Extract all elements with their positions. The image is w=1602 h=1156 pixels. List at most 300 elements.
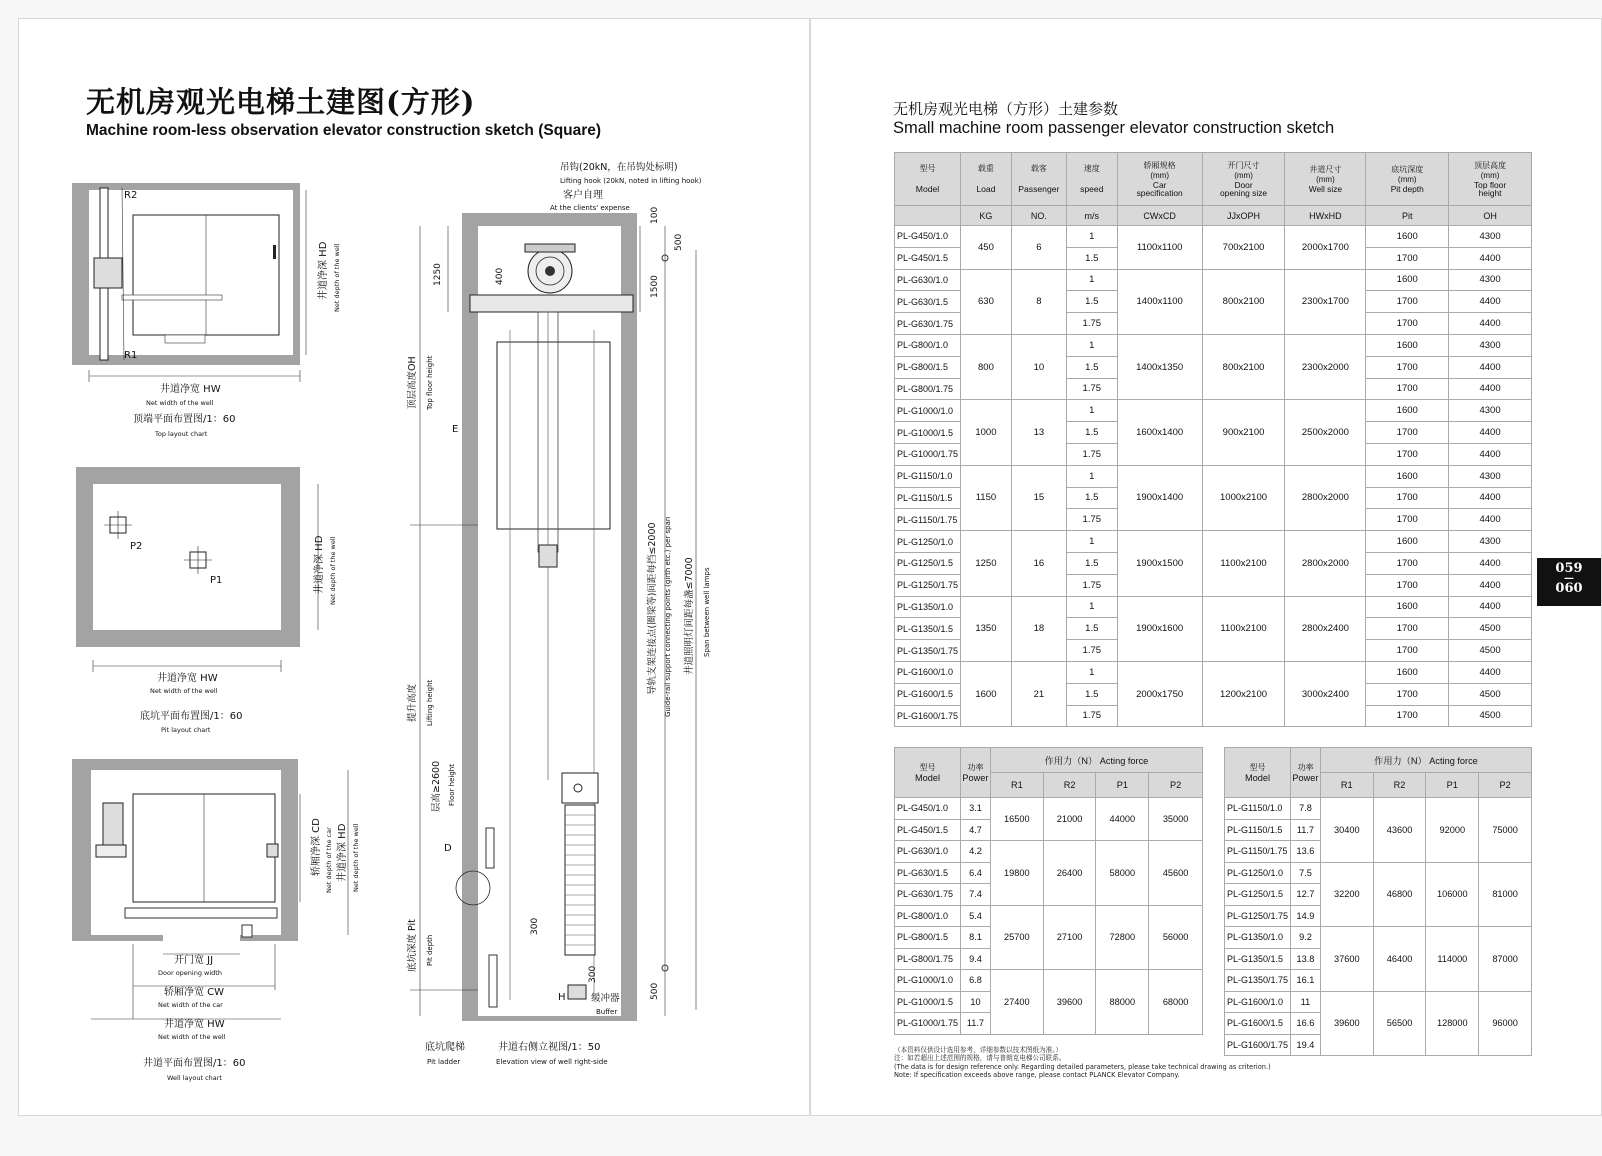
spec-pit: 1700 <box>1366 422 1449 444</box>
well-caption-en: Well layout chart <box>167 1074 222 1082</box>
spec-oh: 4400 <box>1449 247 1532 269</box>
force-model: PL-G1000/1.75 <box>895 1013 961 1035</box>
force-power: 11.7 <box>960 1013 990 1035</box>
spec-oh: 4400 <box>1449 661 1532 683</box>
buffer-en: Buffer <box>596 1008 618 1016</box>
spec-header-en: Pit depth <box>1390 184 1424 194</box>
force-power: 11 <box>1290 991 1320 1013</box>
page-number-sep: — <box>1564 573 1574 584</box>
spec-unit-cell: NO. <box>1011 206 1066 226</box>
spec-door: 1100x2100 <box>1202 596 1285 661</box>
spec-car: 2000x1750 <box>1117 661 1202 726</box>
force-row <box>1225 991 1532 1013</box>
dim-500-top: 500 <box>674 233 684 251</box>
force-model: PL-G1000/1.5 <box>895 991 961 1013</box>
spec-oh: 4500 <box>1449 705 1532 727</box>
spec-model: PL-G1600/1.0 <box>895 661 961 683</box>
pit-layout-plan <box>76 467 337 734</box>
force-model: PL-G630/1.75 <box>895 884 961 906</box>
spec-oh: 4300 <box>1449 465 1532 487</box>
spec-model: PL-G800/1.5 <box>895 356 961 378</box>
spec-header-en2: height <box>1478 188 1502 198</box>
well-hw-en: Net width of the well <box>158 1033 226 1041</box>
spec-oh: 4300 <box>1449 269 1532 291</box>
note-en-1: (The data is for design reference only. Regarding detailed parameters, please take technical drawing as criterion.) <box>894 1062 1271 1071</box>
spec-header-en2: opening size <box>1220 188 1268 198</box>
spec-header-cn: 载重 <box>977 164 994 173</box>
spec-oh: 4300 <box>1449 531 1532 553</box>
force-row <box>1225 927 1532 949</box>
spec-model: PL-G1000/1.5 <box>895 422 961 444</box>
spec-pit: 1700 <box>1366 443 1449 465</box>
spec-speed: 1.75 <box>1066 378 1117 400</box>
force-power: 4.7 <box>960 819 990 841</box>
spec-speed: 1.75 <box>1066 509 1117 531</box>
force-power: 3.1 <box>960 798 990 820</box>
lifting-cn: 提升高度 <box>407 683 418 722</box>
spec-model: PL-G800/1.75 <box>895 378 961 400</box>
spec-model: PL-G630/1.0 <box>895 269 961 291</box>
spec-header-cell <box>895 153 961 206</box>
force-p1: 44000 <box>1096 798 1149 841</box>
top-hw-cn: 井道净宽 HW <box>160 384 221 395</box>
force-power: 9.2 <box>1290 927 1320 949</box>
force-p1: 58000 <box>1096 841 1149 906</box>
right-title-en: Small machine room passenger elevator construction sketch <box>893 119 1335 137</box>
spec-pit: 1600 <box>1366 465 1449 487</box>
force-p1: 92000 <box>1426 798 1479 863</box>
lamp-en: Span between well lamps <box>703 567 711 657</box>
spec-model: PL-G630/1.75 <box>895 313 961 335</box>
force-header-p1: P1 <box>1096 773 1149 798</box>
force-model: PL-G630/1.5 <box>895 862 961 884</box>
force-header-p1: P1 <box>1426 773 1479 798</box>
spec-unit-cell: KG <box>960 206 1011 226</box>
spec-model: PL-G450/1.0 <box>895 226 961 248</box>
well-caption-cn: 井道平面布置图/1：60 <box>143 1058 246 1069</box>
spec-model: PL-G1150/1.75 <box>895 509 961 531</box>
force-model: PL-G1350/1.75 <box>1225 970 1291 992</box>
spec-speed: 1.75 <box>1066 313 1117 335</box>
spec-oh: 4400 <box>1449 422 1532 444</box>
force-model: PL-G800/1.75 <box>895 948 961 970</box>
well-cd-en: Net depth of the car <box>325 827 333 893</box>
spec-oh: 4400 <box>1449 487 1532 509</box>
force-power: 5.4 <box>960 905 990 927</box>
spec-passenger: 10 <box>1011 334 1066 399</box>
spec-door: 1000x2100 <box>1202 465 1285 530</box>
spec-unit-cell <box>895 206 961 226</box>
spec-header-cell <box>1117 153 1202 206</box>
dim-300a: 300 <box>530 917 540 935</box>
dim-400: 400 <box>495 267 505 285</box>
spec-row <box>895 531 1532 553</box>
spec-model: PL-G630/1.5 <box>895 291 961 313</box>
force-r2: 39600 <box>1043 970 1096 1035</box>
force-p2: 96000 <box>1479 991 1532 1056</box>
spec-header-cell <box>1366 153 1449 206</box>
force-p2: 81000 <box>1479 862 1532 927</box>
force-r2: 56500 <box>1373 991 1426 1056</box>
force-power-cn: 功率 <box>1297 763 1314 772</box>
spec-pit: 1700 <box>1366 509 1449 531</box>
force-r1: 16500 <box>990 798 1043 841</box>
spec-unit-cell: JJxOPH <box>1202 206 1285 226</box>
spec-model: PL-G1600/1.5 <box>895 683 961 705</box>
spec-door: 700x2100 <box>1202 226 1285 270</box>
spec-header-cn: 开门尺寸 <box>1227 161 1260 170</box>
force-p2: 35000 <box>1149 798 1203 841</box>
spec-row <box>895 465 1532 487</box>
spec-model: PL-G1250/1.0 <box>895 531 961 553</box>
spec-header-cn: 井道尺寸 <box>1309 165 1342 174</box>
force-power: 16.1 <box>1290 970 1320 992</box>
top-hw-en: Net width of the well <box>146 399 214 407</box>
force-header-r1: R1 <box>1320 773 1373 798</box>
spec-oh: 4400 <box>1449 509 1532 531</box>
force-model: PL-G1350/1.5 <box>1225 948 1291 970</box>
note-en-2: Note: If specification exceeds above range, please contact PLANCK Elevator Company. <box>894 1071 1180 1080</box>
spec-table <box>894 152 1532 727</box>
right-title-cn: 无机房观光电梯（方形）土建参数 <box>893 100 1119 118</box>
spec-pit: 1600 <box>1366 269 1449 291</box>
force-header-row <box>895 748 1203 773</box>
force-header-power <box>960 748 990 798</box>
spec-pit: 1700 <box>1366 487 1449 509</box>
spec-header-cn: 速度 <box>1083 164 1100 173</box>
left-title-en: Machine room-less observation elevator construction sketch (Square) <box>86 122 602 139</box>
spec-model: PL-G1350/1.75 <box>895 640 961 662</box>
well-cw-en: Net width of the car <box>158 1001 223 1009</box>
top-caption-cn: 顶端平面布置图/1：60 <box>133 414 236 425</box>
well-cd-cn: 轿厢净深 CD <box>311 818 322 876</box>
spec-model: PL-G1150/1.0 <box>895 465 961 487</box>
spec-car: 1900x1500 <box>1117 531 1202 596</box>
spec-speed: 1.5 <box>1066 683 1117 705</box>
spec-speed: 1.5 <box>1066 291 1117 313</box>
force-power-cn: 功率 <box>967 763 984 772</box>
spec-oh: 4400 <box>1449 378 1532 400</box>
spec-load: 1600 <box>960 661 1011 726</box>
spec-well: 2300x2000 <box>1285 334 1366 399</box>
force-table-a <box>894 747 1203 1035</box>
force-power: 13.8 <box>1290 948 1320 970</box>
force-p1: 106000 <box>1426 862 1479 927</box>
well-hd-en: Net depth of the well <box>352 823 360 892</box>
force-p2: 45600 <box>1149 841 1203 906</box>
force-power: 16.6 <box>1290 1013 1320 1035</box>
force-r2: 26400 <box>1043 841 1096 906</box>
spec-unit-cell: m/s <box>1066 206 1117 226</box>
spec-row <box>895 269 1532 291</box>
spec-passenger: 21 <box>1011 661 1066 726</box>
force-header-r1: R1 <box>990 773 1043 798</box>
spec-well: 2800x2000 <box>1285 465 1366 530</box>
spec-pit: 1600 <box>1366 531 1449 553</box>
spec-pit: 1600 <box>1366 661 1449 683</box>
spec-speed: 1.5 <box>1066 552 1117 574</box>
spec-passenger: 15 <box>1011 465 1066 530</box>
spec-header-cell <box>1285 153 1366 206</box>
spec-pit: 1700 <box>1366 291 1449 313</box>
force-header-r2: R2 <box>1373 773 1426 798</box>
spec-header-cell <box>960 153 1011 206</box>
force-power: 6.8 <box>960 970 990 992</box>
spec-row <box>895 334 1532 356</box>
page-number-tab <box>1537 558 1601 606</box>
spec-pit: 1700 <box>1366 574 1449 596</box>
force-power: 6.4 <box>960 862 990 884</box>
force-model: PL-G1150/1.0 <box>1225 798 1291 820</box>
force-power: 7.8 <box>1290 798 1320 820</box>
spec-pit: 1700 <box>1366 552 1449 574</box>
force-power: 7.4 <box>960 884 990 906</box>
spec-header-mm: (mm) <box>1150 171 1169 180</box>
label-d: D <box>444 843 452 854</box>
force-row <box>895 841 1203 863</box>
ladder-en: Pit ladder <box>427 1058 461 1066</box>
client-en: At the clients' expense <box>550 204 630 212</box>
label-h: H <box>558 992 566 1003</box>
spec-passenger: 6 <box>1011 226 1066 270</box>
spec-model: PL-G1250/1.75 <box>895 574 961 596</box>
force-row <box>1225 798 1532 820</box>
spec-speed: 1.5 <box>1066 487 1117 509</box>
spec-door: 1200x2100 <box>1202 661 1285 726</box>
spec-well: 3000x2400 <box>1285 661 1366 726</box>
spec-passenger: 18 <box>1011 596 1066 661</box>
spec-door: 1100x2100 <box>1202 531 1285 596</box>
pit-hw-cn: 井道净宽 HW <box>157 673 218 684</box>
spec-header-mm: (mm) <box>1234 171 1253 180</box>
top-height-en: Top floor height <box>426 355 434 410</box>
spec-speed: 1.5 <box>1066 247 1117 269</box>
top-hd-cn: 井道净深 HD <box>318 241 329 300</box>
spec-load: 1350 <box>960 596 1011 661</box>
well-hw-cn: 井道净宽 HW <box>164 1019 225 1030</box>
force-power: 7.5 <box>1290 862 1320 884</box>
force-header-model <box>1225 748 1291 798</box>
top-layout-r1: R1 <box>124 350 138 361</box>
force-header-title: 作用力（N） Acting force <box>1320 748 1531 773</box>
spec-header-cn: 载客 <box>1030 164 1047 173</box>
top-hd-en: Net depth of the well <box>333 243 341 312</box>
force-model-en: Model <box>1244 773 1270 783</box>
spec-unit-cell: CWxCD <box>1117 206 1202 226</box>
force-model: PL-G450/1.5 <box>895 819 961 841</box>
dim-100: 100 <box>650 206 660 224</box>
client-cn: 客户自理 <box>563 190 603 201</box>
spec-speed: 1 <box>1066 269 1117 291</box>
spec-load: 450 <box>960 226 1011 270</box>
guide-cn: 导轨支架连接点(圈梁等)间距每挡≤2000 <box>647 522 658 695</box>
force-model: PL-G1350/1.0 <box>1225 927 1291 949</box>
spec-header-en: Passenger <box>1018 184 1060 194</box>
force-header-power <box>1290 748 1320 798</box>
spec-unit-cell: Pit <box>1366 206 1449 226</box>
force-r1: 30400 <box>1320 798 1373 863</box>
page-number-top: 059 <box>1555 561 1583 576</box>
spec-pit: 1600 <box>1366 596 1449 618</box>
spec-well: 2500x2000 <box>1285 400 1366 465</box>
well-cw-cn: 轿厢净宽 CW <box>164 987 225 998</box>
ladder-cn: 底坑爬梯 <box>425 1042 465 1053</box>
well-jj-en: Door opening width <box>158 969 222 977</box>
force-r1: 32200 <box>1320 862 1373 927</box>
spec-header-mm: (mm) <box>1397 175 1417 184</box>
dim-500-bot: 500 <box>650 982 660 1000</box>
spec-header-en: Door <box>1234 180 1253 190</box>
spec-row <box>895 400 1532 422</box>
spec-pit: 1700 <box>1366 378 1449 400</box>
spec-oh: 4500 <box>1449 640 1532 662</box>
guide-en: Guide-rail support connecting points (girth etc.) per span <box>664 516 672 717</box>
page-number-bottom: 060 <box>1555 581 1583 596</box>
left-title-cn: 无机房观光电梯土建图(方形) <box>86 85 476 119</box>
spec-model: PL-G450/1.5 <box>895 247 961 269</box>
force-row <box>895 905 1203 927</box>
spec-door: 900x2100 <box>1202 400 1285 465</box>
notes <box>894 1046 1271 1080</box>
floor-cn: 层高≥2600 <box>431 760 442 812</box>
spec-row <box>895 226 1532 248</box>
force-r2: 43600 <box>1373 798 1426 863</box>
spec-model: PL-G1600/1.75 <box>895 705 961 727</box>
force-p2: 68000 <box>1149 970 1203 1035</box>
spec-oh: 4500 <box>1449 618 1532 640</box>
spec-load: 630 <box>960 269 1011 334</box>
spec-speed: 1.75 <box>1066 705 1117 727</box>
spec-header-cn: 型号 <box>919 164 936 173</box>
spec-car: 1900x1400 <box>1117 465 1202 530</box>
spec-car: 1400x1350 <box>1117 334 1202 399</box>
force-power: 13.6 <box>1290 841 1320 863</box>
force-model: PL-G1600/1.0 <box>1225 991 1291 1013</box>
pit-hw-en: Net width of the well <box>150 687 218 695</box>
spec-speed: 1 <box>1066 400 1117 422</box>
force-model-en: Model <box>914 773 940 783</box>
spec-door: 800x2100 <box>1202 269 1285 334</box>
force-header-r2: R2 <box>1043 773 1096 798</box>
spec-car: 1400x1100 <box>1117 269 1202 334</box>
force-header-p2: P2 <box>1149 773 1203 798</box>
spec-load: 1250 <box>960 531 1011 596</box>
spec-pit: 1700 <box>1366 356 1449 378</box>
spec-speed: 1.5 <box>1066 422 1117 444</box>
spec-speed: 1.75 <box>1066 640 1117 662</box>
force-p2: 75000 <box>1479 798 1532 863</box>
elevation-view <box>406 161 711 1066</box>
force-power: 19.4 <box>1290 1034 1320 1056</box>
spec-header-en: Load <box>976 184 996 194</box>
spec-unit-cell: OH <box>1449 206 1532 226</box>
spec-oh: 4400 <box>1449 596 1532 618</box>
pit-hd-cn: 井道净深 HD <box>314 535 325 594</box>
lamp-cn: 井道照明灯间距每盏≤7000 <box>684 557 695 675</box>
hook-en: Lifting hook (20kN, noted in lifting hook) <box>560 177 702 185</box>
note-cn-1: （本资料仅供设计选用参考，详细参数以技术图纸为准。） <box>894 1046 1063 1054</box>
force-r1: 19800 <box>990 841 1043 906</box>
spec-model: PL-G1000/1.0 <box>895 400 961 422</box>
force-header-model <box>895 748 961 798</box>
spec-well: 2300x1700 <box>1285 269 1366 334</box>
spec-header-cn: 顶层高度 <box>1474 161 1507 170</box>
spec-load: 1150 <box>960 465 1011 530</box>
force-r2: 46800 <box>1373 862 1426 927</box>
spec-well: 2800x2000 <box>1285 531 1366 596</box>
spec-well: 2800x2400 <box>1285 596 1366 661</box>
pit-depth-en: Pit depth <box>426 934 434 966</box>
spec-speed: 1.75 <box>1066 443 1117 465</box>
force-r2: 27100 <box>1043 905 1096 970</box>
spec-load: 1000 <box>960 400 1011 465</box>
spec-passenger: 8 <box>1011 269 1066 334</box>
spec-oh: 4400 <box>1449 313 1532 335</box>
spec-header-cell <box>1449 153 1532 206</box>
force-model: PL-G1150/1.75 <box>1225 841 1291 863</box>
top-height-cn: 顶层高度OH <box>407 356 418 409</box>
spec-oh: 4400 <box>1449 291 1532 313</box>
spec-pit: 1700 <box>1366 618 1449 640</box>
spec-header-cn: 底坑深度 <box>1391 165 1424 174</box>
spec-model: PL-G1350/1.5 <box>895 618 961 640</box>
pit-depth-cn: 底坑深度 Pit <box>407 919 418 972</box>
force-p2: 87000 <box>1479 927 1532 992</box>
spec-header-cell <box>1066 153 1117 206</box>
spec-pit: 1700 <box>1366 640 1449 662</box>
spec-car: 1100x1100 <box>1117 226 1202 270</box>
spec-pit: 1600 <box>1366 400 1449 422</box>
spec-pit: 1700 <box>1366 683 1449 705</box>
spec-header-en: speed <box>1080 184 1104 194</box>
force-header-title: 作用力（N） Acting force <box>990 748 1202 773</box>
spec-speed: 1 <box>1066 226 1117 248</box>
force-p1: 128000 <box>1426 991 1479 1056</box>
spec-header-en: Car <box>1152 180 1167 190</box>
spec-pit: 1700 <box>1366 313 1449 335</box>
force-header-row <box>1225 748 1532 773</box>
force-power: 12.7 <box>1290 884 1320 906</box>
spec-speed: 1.5 <box>1066 356 1117 378</box>
force-model: PL-G800/1.0 <box>895 905 961 927</box>
spec-speed: 1 <box>1066 661 1117 683</box>
floor-en: Floor height <box>448 764 456 806</box>
well-layout-plan <box>72 759 360 1082</box>
force-power-en: Power <box>962 773 989 783</box>
force-power: 11.7 <box>1290 819 1320 841</box>
pit-hd-en: Net depth of the well <box>329 536 337 605</box>
spec-model: PL-G1000/1.75 <box>895 443 961 465</box>
force-model-cn: 型号 <box>919 763 936 772</box>
force-model: PL-G630/1.0 <box>895 841 961 863</box>
top-caption-en: Top layout chart <box>155 430 208 438</box>
top-layout-plan <box>72 183 341 438</box>
spec-header-mm: (mm) <box>1480 171 1500 180</box>
force-r2: 46400 <box>1373 927 1426 992</box>
spec-oh: 4300 <box>1449 226 1532 248</box>
force-power: 4.2 <box>960 841 990 863</box>
dim-1500: 1500 <box>650 275 660 298</box>
force-model: PL-G1600/1.5 <box>1225 1013 1291 1035</box>
hook-cn: 吊钩(20kN，在吊钩处标明) <box>560 162 678 173</box>
spec-speed: 1 <box>1066 596 1117 618</box>
pit-p2: P2 <box>130 541 143 552</box>
spec-car: 1900x1600 <box>1117 596 1202 661</box>
spec-car: 1600x1400 <box>1117 400 1202 465</box>
force-model: PL-G450/1.0 <box>895 798 961 820</box>
spec-header-cell <box>1011 153 1066 206</box>
spec-model: PL-G1350/1.0 <box>895 596 961 618</box>
